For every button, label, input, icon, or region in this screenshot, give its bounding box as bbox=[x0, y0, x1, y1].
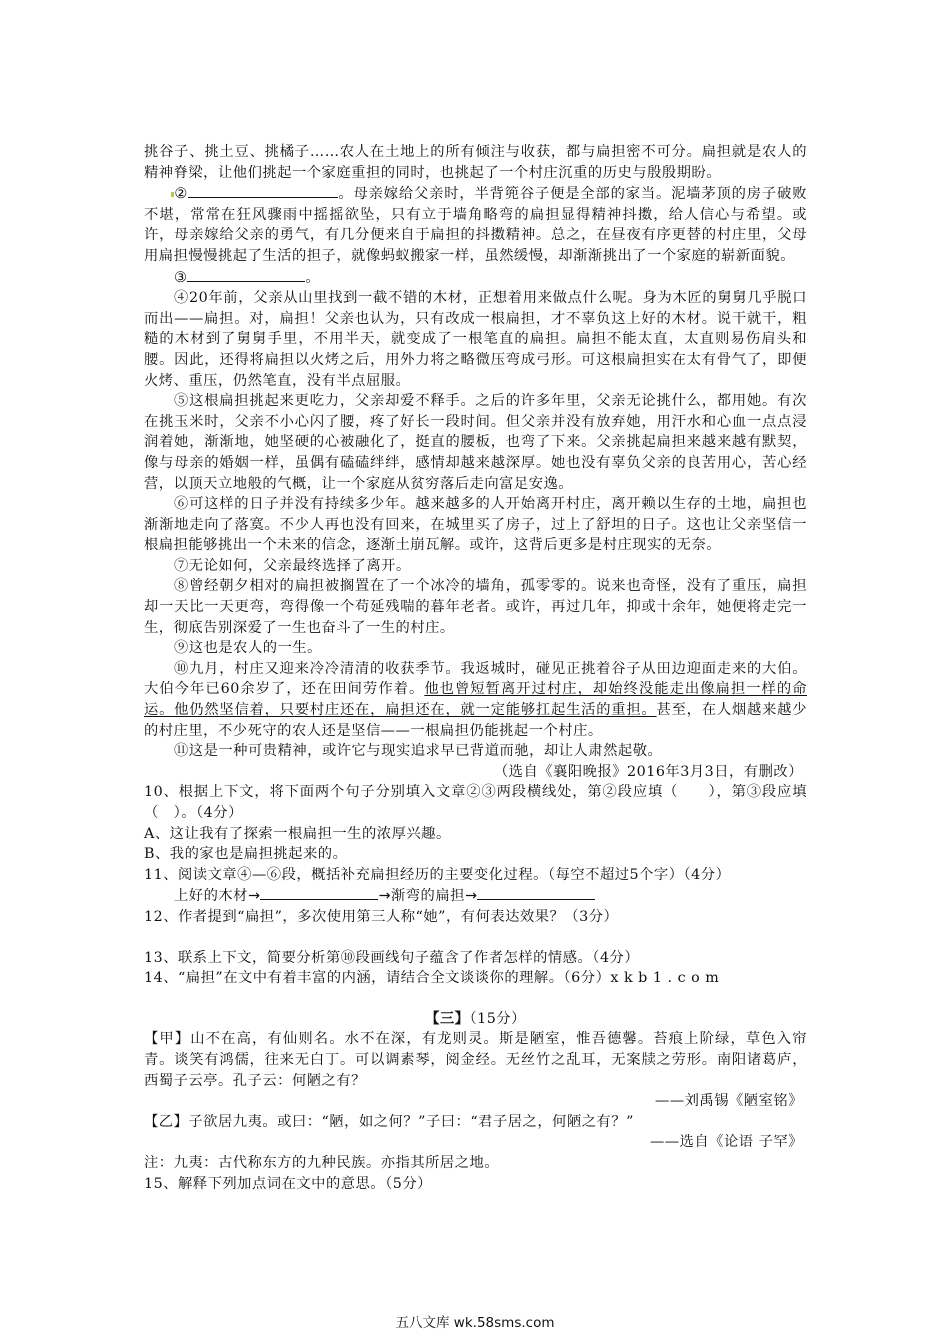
question-11: 11、阅读文章④—⑥段，概括补充扁担经历的主要变化过程。（每空不超过5个字）（4分） bbox=[144, 866, 731, 883]
section-3-points: （15分） bbox=[469, 1010, 526, 1027]
arrow-icon: → bbox=[464, 888, 478, 905]
arrow-icon: → bbox=[247, 888, 261, 905]
document-body bbox=[144, 142, 807, 1194]
paragraph-3-end: 。 bbox=[305, 269, 321, 286]
paragraph-intro: 挑谷子、挑土豆、挑橘子……农人在土地上的所有倾注与收获，都与扁担密不可分。扁担就是农人的精神脊梁，让他们挑起一个家庭重担的同时，也挑起了一个村庄沉重的历史与殷殷期盼。 bbox=[144, 144, 807, 181]
paragraph-3-number: ③ bbox=[174, 269, 188, 286]
passage-jia-source: ——刘禹锡《陋室铭》 bbox=[655, 1093, 803, 1110]
paragraph-3 bbox=[144, 267, 807, 289]
passage-yi-source: ——选自《论语 子罕》 bbox=[649, 1134, 803, 1151]
section-3-title: 【三】 bbox=[425, 1010, 470, 1027]
answer-blank-11a[interactable] bbox=[260, 885, 378, 900]
source-citation: （选自《襄阳晚报》2016年3月3日，有删改） bbox=[493, 763, 803, 780]
paragraph-8: ⑧曾经朝夕相对的扁担被搁置在了一个冰冷的墙角，孤零零的。说来也奇怪，没有了重压，扁担却一天比一天更弯，弯得像一个苟延残喘的暮年老者。或许，再过几年，抑或十余年，她便将走完一生，彻底告别深爱了一生也奋斗了一生的村庄。 bbox=[144, 578, 807, 636]
paragraph-11: ⑪这是一种可贵精神，或许它与现实追求早已背道而驰，却让人肃然起敬。 bbox=[174, 743, 663, 760]
paragraph-2 bbox=[144, 183, 807, 266]
underlined-sentence: 他也曾短暂离开过村庄，却始终没能走出像扁担一样的命运。他仍然坚信着，只要村庄还在，扁担还在，就一定能够扛起生活的重担。 bbox=[144, 681, 807, 719]
chain-start: 上好的木材 bbox=[174, 888, 248, 905]
annotation-note: 注：九夷：古代称东方的九种民族。亦指其所居之地。 bbox=[144, 1154, 500, 1171]
answer-blank-11b[interactable] bbox=[477, 885, 595, 900]
question-10: 10、根据上下文，将下面两个句子分别填入文章②③两段横线处，第②段应填（ ），第③段应填（ ）。（4分） bbox=[144, 784, 807, 821]
paragraph-5: ⑤这根扁担挑起来更吃力，父亲却爱不释手。之后的许多年里，父亲无论挑什么，都用她。有次在挑玉米时，父亲不小心闪了腰，疼了好长一段时间。但父亲并没有放弃她，用汗水和心血一点点浸润着她，渐渐地，她坚硬的心被融化了，挺直的腰板，也弯了下来。父亲挑起扁担来越来越有默契，像与母亲的婚姻一样，虽偶有磕磕绊绊，感情却越来越深厚。她也没有辜负父亲的良苦用心，苦心经营，以顶天立地般的气概，让一个家庭从贫穷落后走向富足安逸。 bbox=[144, 393, 807, 492]
arrow-icon: → bbox=[378, 888, 391, 905]
option-b: B、我的家也是扁担挑起来的。 bbox=[144, 846, 348, 863]
paragraph-9: ⑨这也是农人的一生。 bbox=[174, 640, 322, 657]
paragraph-10 bbox=[144, 659, 807, 741]
paragraph-2-text: 。母亲嫁给父亲时，半背篼谷子便是全部的家当。泥墙茅顶的房子破败不堪，常常在狂风骤雨中摇摇欲坠，只有立于墙角略弯的扁担显得精神抖擞，给人信心与希望。或许，母亲嫁给父亲的勇气，有几分便来自于扁担的抖擞精神。总之，在昼夜有序更替的村庄里，父母用扁担慢慢挑起了生活的担子，就像蚂蚁搬家一样，虽然缓慢，却渐渐挑出了一个家庭的崭新面貌。 bbox=[144, 186, 807, 264]
paragraph-4: ④20年前，父亲从山里找到一截不错的木材，正想着用来做点什么呢。身为木匠的舅舅几乎脱口而出——扁担。对，扁担！父亲也认为，只有改成一根扁担，才不辜负这上好的木材。说干就干，粗糙的木材到了舅舅手里，不用半天，就变成了一根笔直的扁担。扁担不能太直，太直则易伤肩头和腰。因此，还得将扁担以火烤之后，用外力将之略微压弯成弓形。可这根扁担实在太有骨气了，即便火烤、重压，仍然笔直，没有半点屈服。 bbox=[144, 290, 807, 389]
paragraph-10-text-end: 甚至，在人烟越来越少的村庄里，不少死守的农人还是坚信——一根扁担仍能挑起一个村庄。 bbox=[144, 702, 807, 739]
answer-blank-2[interactable] bbox=[188, 183, 338, 198]
question-13: 13、联系上下文，简要分析第⑩段画线句子蕴含了作者怎样的情感。（4分） bbox=[144, 949, 640, 966]
question-11-chain bbox=[144, 885, 807, 907]
passage-jia: 【甲】山不在高，有仙则名。水不在深，有龙则灵。斯是陋室，惟吾德馨。苔痕上阶绿，草色入帘青。谈笑有鸿儒，往来无白丁。可以调素琴，阅金经。无丝竹之乱耳，无案牍之劳形。南阳诸葛庐，西蜀子云亭。孔子云：何陋之有？ bbox=[144, 1031, 807, 1089]
paragraph-6: ⑥可这样的日子并没有持续多少年。越来越多的人开始离开村庄，离开赖以生存的土地，扁担也渐渐地走向了落寞。不少人再也没有回来，在城里买了房子，过上了舒坦的日子。这也让父亲坚信一根扁担能够挑出一个未来的信念，逐渐土崩瓦解。或许，这背后更多是村庄现实的无奈。 bbox=[144, 496, 807, 554]
chain-middle: 渐弯的扁担 bbox=[390, 888, 465, 905]
question-15: 15、解释下列加点词在文中的意思。（5分） bbox=[144, 1175, 432, 1192]
section-3-heading bbox=[144, 1009, 807, 1030]
passage-yi: 【乙】子欲居九夷。或曰：“陋，如之何？”子曰：“君子居之，何陋之有？” bbox=[144, 1113, 634, 1130]
question-12: 12、作者提到“扁担”，多次使用第三人称“她”，有何表达效果？（3分） bbox=[144, 908, 619, 925]
paragraph-2-number: ② bbox=[174, 186, 188, 203]
question-14: 14、“扁担”在文中有着丰富的内涵，请结合全文谈谈你的理解。（6分）x k b 1 . c o m bbox=[144, 970, 720, 987]
option-a: A、这让我有了探索一根扁担一生的浓厚兴趣。 bbox=[144, 825, 451, 842]
page-footer: 五八文库 wk.58sms.com bbox=[395, 1315, 555, 1331]
paragraph-7: ⑦无论如何，父亲最终选择了离开。 bbox=[174, 557, 411, 574]
paragraph-10-text: ⑩九月，村庄又迎来冷冷清清的收获季节。我返城时，碰见正挑着谷子从田边迎面走来的大伯。大伯今年已60余岁了，还在田间劳作着。 bbox=[144, 660, 807, 698]
answer-space bbox=[144, 928, 807, 948]
answer-space bbox=[144, 989, 807, 1009]
answer-blank-3[interactable] bbox=[187, 267, 305, 282]
